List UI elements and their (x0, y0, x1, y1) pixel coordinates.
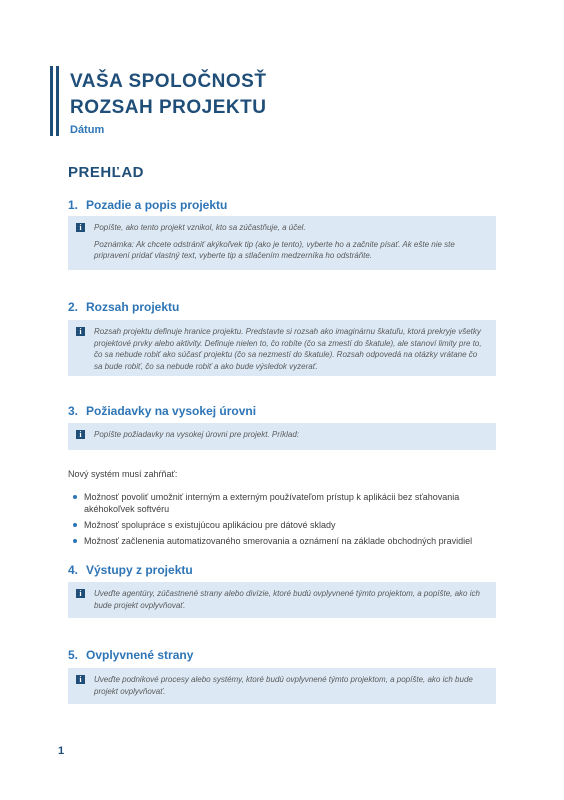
section-title: Rozsah projektu (86, 300, 180, 314)
list-item-text: Možnosť začlenenia automatizovaného smerovania a oznámení na základe obchodných pravidiel (84, 536, 473, 546)
section-number: 4. (68, 563, 79, 577)
tip-text: Uveďte podnikové procesy alebo systémy, ktoré budú ovplyvnené týmto projektom, a popíšte, ako ich bude projekt ovplyvňovať. (94, 675, 473, 696)
info-icon: i (76, 327, 85, 336)
page-number: 1 (58, 745, 65, 757)
tip-text: Popíšte požiadavky na vysokej úrovni pre projekt. Príklad: (94, 430, 299, 439)
title-block (70, 70, 490, 136)
list-item (68, 491, 498, 515)
list-item-text: Možnosť povoliť umožniť interným a externým používateľom prístup k aplikácii bez sťahovania akéhokoľvek softvéru (84, 492, 460, 514)
section-number: 1. (68, 198, 79, 212)
tip-box-2[interactable] (68, 320, 496, 376)
tip-box-5[interactable] (68, 668, 496, 704)
bullet-icon (73, 495, 77, 499)
tip-text: Poznámka: Ak chcete odstrániť akýkoľvek tip (ako je tento), vyberte ho a začnite písať. Ak ešte nie ste pripravení pridať vlastný text, vyberte tip a stlačením medzerníka ho odstráňte. (94, 239, 455, 260)
document-date[interactable]: Dátum (70, 124, 105, 136)
bullet-icon (73, 523, 77, 527)
tip-box-3[interactable] (68, 423, 496, 450)
section-heading-1 (68, 198, 227, 212)
section-heading-5 (68, 648, 193, 662)
list-item (68, 519, 498, 531)
info-icon: i (76, 430, 85, 439)
bullet-icon (73, 539, 77, 543)
requirements-list (68, 491, 498, 551)
section-heading-4 (68, 563, 193, 577)
tip-box-1[interactable] (68, 216, 496, 270)
tip-text: Uveďte agentúry, zúčastnené strany alebo divízie, ktoré budú ovplyvnené týmto projektom, a popíšte, ako ich bude projekt ovplyvňovať. (94, 589, 480, 610)
header-bar-left (50, 66, 53, 136)
section-number: 5. (68, 648, 79, 662)
section-heading-2 (68, 300, 179, 314)
section-heading-3 (68, 404, 256, 418)
section-number: 3. (68, 404, 79, 418)
section-title: Ovplyvnené strany (86, 648, 194, 662)
company-name[interactable]: VAŠA SPOLOČNOSŤ (70, 71, 267, 92)
info-icon: i (76, 223, 85, 232)
document-title[interactable]: ROZSAH PROJEKTU (70, 97, 267, 118)
tip-box-4[interactable] (68, 582, 496, 618)
info-icon: i (76, 589, 85, 598)
tip-text: Popíšte, ako tento projekt vznikol, kto sa zúčastňuje, a účel. (94, 223, 306, 232)
section-number: 2. (68, 300, 79, 314)
list-item (68, 535, 498, 547)
section-title: Výstupy z projektu (86, 563, 193, 577)
overview-heading: PREHĽAD (68, 164, 145, 181)
requirements-intro: Nový systém musí zahŕňať: (68, 469, 178, 479)
info-icon: i (76, 675, 85, 684)
header-bar-right (56, 66, 59, 136)
section-title: Pozadie a popis projektu (86, 198, 228, 212)
tip-text: Rozsah projektu definuje hranice projektu. Predstavte si rozsah ako imaginárnu škatuľu, ktorá prekryje všetky projektové prvky alebo aktivity. Definuje nielen to, čo robíte (čo sa zmestí do škatule), ale stanoví limity pre to, čo sa nebude robiť ako súčasť projektu (čo sa nezmestí do škatule). Rozsah odpovedá na otázky vrátane čo sa bude robiť, čo sa nebude robiť a ako bude výsledok vyzerať. (94, 327, 482, 371)
section-title: Požiadavky na vysokej úrovni (86, 404, 257, 418)
list-item-text: Možnosť spolupráce s existujúcou aplikáciou pre dátové sklady (84, 520, 336, 530)
